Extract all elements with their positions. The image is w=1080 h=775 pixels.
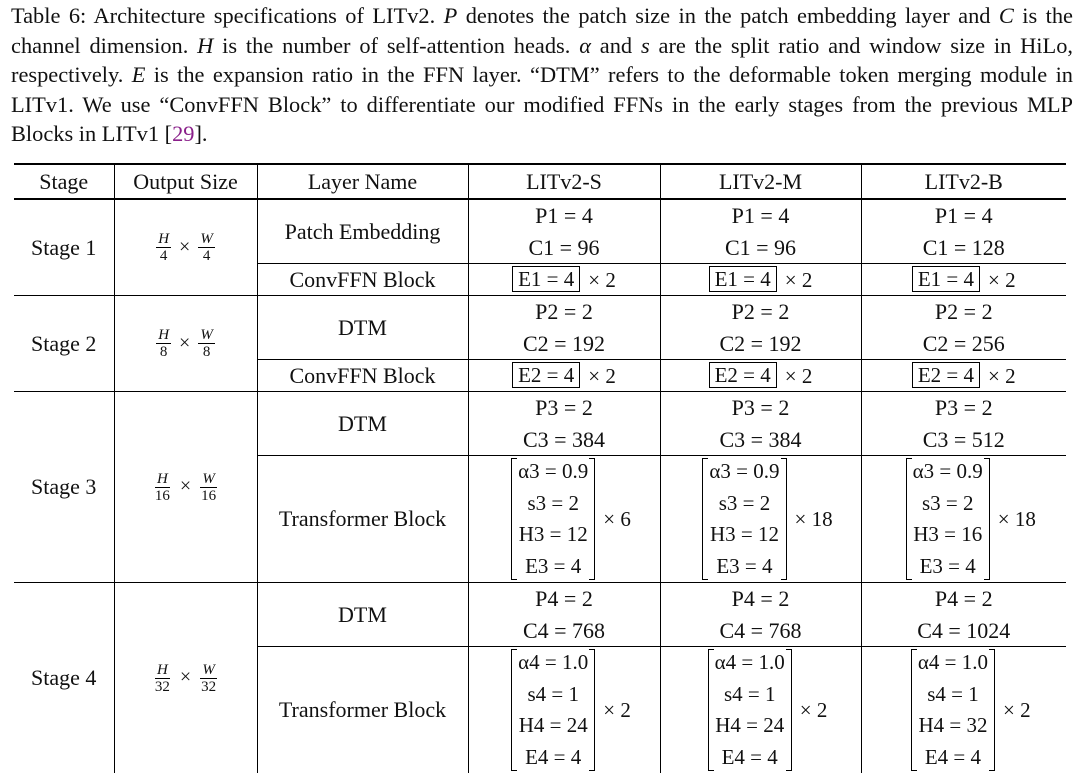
denominator: 8	[159, 344, 168, 360]
times-sign: ×	[179, 475, 192, 498]
patch-size-value: P3 = 2	[934, 395, 993, 420]
caption-symbol: P	[443, 3, 458, 28]
matrix-entry: E4 = 4	[924, 744, 982, 769]
hyperparameter-matrix	[702, 456, 786, 582]
caption-text: are the split ratio and window size in HiLo, respectively.	[11, 32, 1073, 88]
caption-symbol: H	[197, 32, 214, 58]
layer-name-cell: Transformer Block	[257, 647, 468, 774]
matrix-entry: H3 = 16	[913, 522, 983, 546]
caption-text: is the expansion ratio in the FFN layer. “DTM” refers to the deformable token merging module in LITv1. We use “ConvFFN Block” to differentiate our modified FFNs in the early stages from the previous MLP Blocks in LITv1 [	[11, 62, 1073, 147]
channel-value: C1 = 128	[922, 234, 1005, 260]
repeat-count: × 2	[784, 268, 813, 293]
layer-name-cell: Patch Embedding	[257, 199, 468, 264]
block-config	[485, 647, 658, 773]
denominator: 16	[201, 487, 217, 504]
matrix-entry: H4 = 32	[918, 713, 988, 737]
repeat-count: × 2	[603, 697, 631, 722]
hyperparameter-matrix	[906, 456, 990, 582]
hyperparameter-matrix	[511, 456, 595, 582]
block-config	[677, 647, 859, 773]
channel-value: C4 = 768	[719, 617, 802, 643]
expansion-ratio-box: E2 = 4	[709, 362, 777, 388]
hyperparameter-matrix	[911, 647, 995, 773]
matrix-entry: s3 = 2	[718, 490, 771, 515]
table-header-row	[14, 164, 1066, 199]
expansion-ratio-box: E2 = 4	[912, 362, 980, 388]
model-config-cell	[468, 360, 660, 392]
times-sign: ×	[179, 235, 191, 258]
model-config-cell	[468, 456, 660, 583]
fraction	[198, 327, 215, 360]
matrix-entry: E3 = 4	[525, 553, 582, 578]
caption-symbol: s	[640, 32, 650, 58]
times-sign: ×	[179, 666, 192, 689]
denominator: 4	[159, 248, 168, 264]
channel-value: C3 = 512	[922, 426, 1005, 452]
matrix-entry: E4 = 4	[525, 744, 582, 769]
stage-cell: Stage 1	[31, 234, 97, 260]
block-config	[878, 456, 1065, 582]
matrix-entry: H3 = 12	[709, 522, 779, 546]
denominator: 32	[154, 678, 170, 695]
model-config-cell	[861, 456, 1066, 583]
matrix-entry: H4 = 24	[715, 713, 785, 737]
patch-size-value: P3 = 2	[731, 395, 790, 420]
architecture-table	[14, 163, 1066, 773]
model-config-cell	[861, 264, 1066, 296]
model-config-cell	[468, 583, 660, 647]
layer-name-cell: DTM	[257, 583, 468, 647]
block-config	[485, 456, 658, 582]
header-cell: LITv2-S	[468, 164, 660, 199]
model-config-cell	[468, 647, 660, 774]
matrix-entry: s4 = 1	[723, 681, 776, 706]
matrix-entry: α3 = 0.9	[709, 459, 780, 483]
patch-size-value: P1 = 4	[535, 203, 593, 228]
repeat-count: × 2	[588, 364, 616, 389]
expansion-ratio-box: E2 = 4	[512, 362, 580, 388]
patch-size-value: P2 = 2	[934, 299, 993, 324]
model-config-cell	[468, 392, 660, 456]
fraction	[199, 471, 218, 504]
channel-value: C1 = 96	[724, 234, 797, 260]
repeat-count: × 2	[784, 364, 813, 389]
header-cell: Output Size	[114, 164, 257, 199]
fraction	[156, 327, 171, 360]
numerator: H	[156, 470, 168, 487]
caption-text: Table 6: Architecture specifications of LITv2.	[11, 3, 444, 28]
model-config-cell	[660, 264, 861, 296]
numerator: H	[158, 231, 170, 247]
channel-value: C4 = 768	[522, 617, 606, 643]
stage-cell: Stage 3	[31, 474, 97, 499]
numerator: H	[156, 661, 168, 678]
expansion-ratio-box: E1 = 4	[912, 266, 980, 292]
matrix-entry: α4 = 1.0	[714, 650, 785, 674]
matrix-entry: H3 = 12	[518, 522, 588, 546]
matrix-entry: H4 = 24	[518, 713, 588, 737]
channel-value: C2 = 192	[522, 330, 606, 356]
model-config-cell	[861, 296, 1066, 360]
model-config-cell	[660, 583, 861, 647]
matrix-entry: E4 = 4	[721, 744, 778, 769]
fraction	[198, 231, 215, 264]
layer-name-cell: DTM	[257, 392, 468, 456]
model-config-cell	[660, 199, 861, 264]
output-size-cell	[114, 199, 257, 296]
matrix-entry: s4 = 1	[927, 681, 979, 706]
caption-text: is the channel dimension.	[11, 3, 1073, 58]
matrix-entry: s3 = 2	[527, 490, 579, 515]
patch-size-value: P1 = 4	[934, 203, 993, 228]
denominator: 16	[154, 487, 170, 504]
caption-text: denotes the patch size in the patch embedding layer and	[457, 3, 999, 28]
block-config	[878, 647, 1065, 773]
expansion-ratio-box: E1 = 4	[512, 266, 580, 292]
table-caption	[11, 1, 1073, 149]
patch-size-value: P1 = 4	[731, 203, 790, 228]
table-row	[14, 583, 1066, 647]
patch-size-value: P3 = 2	[535, 395, 593, 420]
output-size-cell	[114, 583, 257, 774]
fraction	[156, 231, 171, 264]
hyperparameter-matrix	[708, 647, 792, 773]
numerator: W	[200, 231, 213, 247]
model-config-cell	[660, 647, 861, 774]
stage-cell: Stage 4	[31, 665, 97, 690]
matrix-entry: E3 = 4	[919, 553, 976, 578]
matrix-entry: α4 = 1.0	[518, 650, 589, 674]
table-body	[14, 199, 1066, 773]
model-config-cell	[660, 296, 861, 360]
channel-value: C3 = 384	[719, 426, 802, 452]
repeat-count: × 2	[1003, 697, 1031, 722]
model-config-cell	[660, 456, 861, 583]
stage-cell: Stage 2	[31, 330, 97, 356]
denominator: 8	[202, 344, 211, 360]
model-config-cell	[861, 392, 1066, 456]
patch-size-value: P2 = 2	[731, 299, 790, 324]
layer-name-cell: DTM	[257, 296, 468, 360]
model-config-cell	[861, 360, 1066, 392]
repeat-count: × 6	[603, 506, 631, 531]
table-row	[14, 392, 1066, 456]
numerator: H	[158, 327, 170, 343]
caption-symbol: C	[998, 3, 1014, 28]
channel-value: C1 = 96	[528, 234, 600, 260]
model-config-cell	[861, 647, 1066, 774]
output-size-cell	[114, 392, 257, 583]
header-cell: LITv2-B	[861, 164, 1066, 199]
channel-value: C2 = 192	[719, 330, 802, 356]
patch-size-value: P4 = 2	[731, 586, 790, 611]
repeat-count: × 2	[988, 268, 1016, 293]
numerator: W	[200, 327, 213, 343]
caption-text: and	[590, 32, 641, 58]
output-size-cell	[114, 296, 257, 392]
model-config-cell	[660, 392, 861, 456]
repeat-count: × 18	[794, 506, 833, 531]
numerator: W	[202, 661, 215, 678]
caption-symbol: α	[579, 32, 591, 58]
patch-size-value: P4 = 2	[535, 586, 593, 611]
denominator: 4	[202, 248, 211, 264]
model-config-cell	[468, 296, 660, 360]
matrix-entry: s4 = 1	[527, 681, 579, 706]
caption-text: ].	[194, 121, 208, 147]
citation-link[interactable]: 29	[172, 121, 195, 147]
header-cell: LITv2-M	[660, 164, 861, 199]
repeat-count: × 18	[997, 506, 1036, 531]
header-cell: Layer Name	[257, 164, 468, 199]
layer-name-cell: ConvFFN Block	[257, 360, 468, 392]
matrix-entry: α3 = 0.9	[912, 459, 983, 483]
channel-value: C4 = 1024	[917, 617, 1011, 643]
patch-size-value: P2 = 2	[535, 299, 593, 324]
caption-symbol: E	[131, 62, 146, 88]
model-config-cell	[468, 264, 660, 296]
denominator: 32	[201, 678, 217, 695]
block-config	[677, 456, 859, 582]
model-config-cell	[861, 583, 1066, 647]
model-config-cell	[468, 199, 660, 264]
repeat-count: × 2	[799, 697, 828, 722]
channel-value: C2 = 256	[922, 330, 1005, 356]
model-config-cell	[861, 199, 1066, 264]
model-config-cell	[660, 360, 861, 392]
matrix-entry: s3 = 2	[921, 490, 974, 515]
hyperparameter-matrix	[511, 647, 595, 773]
patch-size-value: P4 = 2	[934, 586, 993, 611]
matrix-entry: E3 = 4	[716, 553, 773, 578]
table-row	[14, 199, 1066, 264]
caption-text: is the number of self-attention heads.	[213, 32, 580, 58]
fraction	[153, 471, 172, 504]
numerator: W	[202, 470, 215, 487]
layer-name-cell: ConvFFN Block	[257, 264, 468, 296]
repeat-count: × 2	[588, 268, 616, 293]
fraction	[199, 662, 218, 695]
repeat-count: × 2	[988, 364, 1016, 389]
expansion-ratio-box: E1 = 4	[709, 266, 777, 292]
layer-name-cell: Transformer Block	[257, 456, 468, 583]
fraction	[153, 662, 172, 695]
matrix-entry: α3 = 0.9	[518, 459, 589, 483]
matrix-entry: α4 = 1.0	[917, 650, 988, 674]
header-cell: Stage	[14, 164, 114, 199]
table-row	[14, 296, 1066, 360]
times-sign: ×	[179, 331, 191, 354]
channel-value: C3 = 384	[522, 426, 606, 452]
